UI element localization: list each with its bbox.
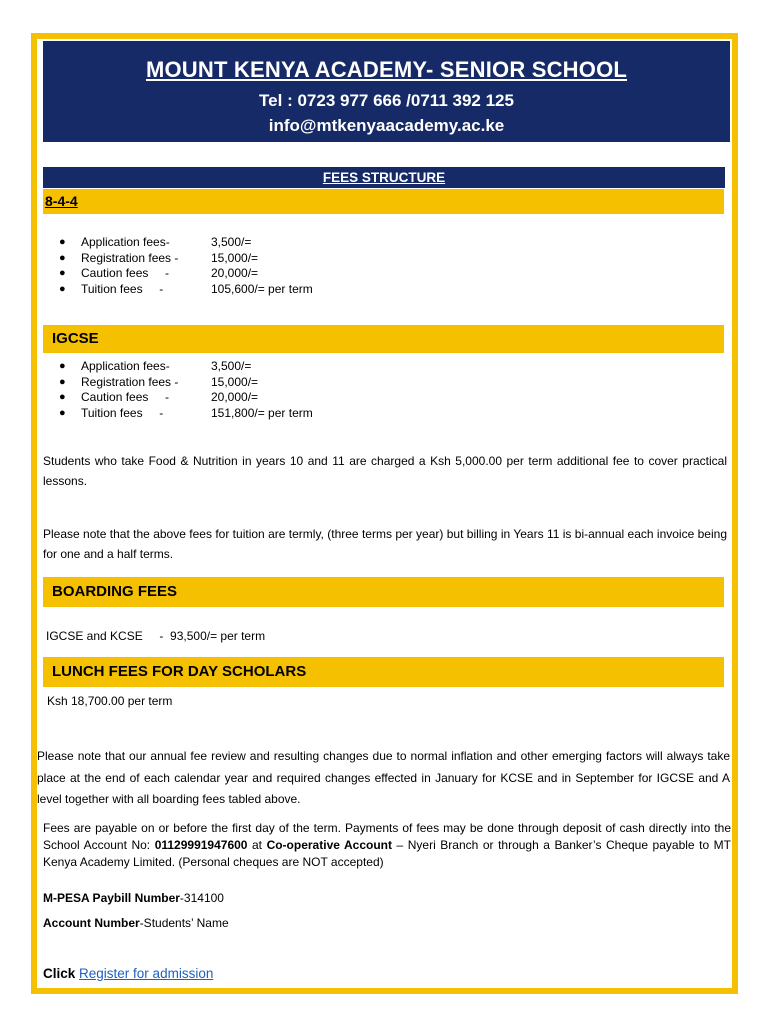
fee-label: Tuition fees - (81, 281, 164, 296)
section-heading-844: 8-4-4 (43, 189, 724, 214)
section-heading-igcse: IGCSE (43, 325, 724, 353)
fee-label: Tuition fees - (81, 405, 164, 420)
fee-review-note: Please note that our annual fee review and resulting changes due to normal inflation and other emerging factors will always take place at the end of each calendar year and required changes effected in January for KCSE and in September for IGCSE and A level together with all boarding fees tabled above. (37, 749, 730, 806)
phone-numbers: Tel : 0723 977 666 /0711 392 125 (259, 91, 514, 110)
bullet-icon: ● (59, 267, 66, 279)
fee-amount: 15,000/= (211, 250, 259, 265)
mpesa-value: -314100 (179, 891, 224, 905)
fee-label: Caution fees - (81, 266, 170, 280)
payment-text-1: Fees are payable on or before the first day of the term. Payments of fees may be done through deposit of cash directly into the School Account No: (43, 821, 731, 852)
fee-amount: 15,000/= (211, 374, 259, 389)
school-header (43, 41, 730, 142)
school-name: MOUNT KENYA ACADEMY- SENIOR SCHOOL (145, 57, 628, 82)
account-number (43, 914, 443, 934)
account-label: Account Number (43, 916, 140, 930)
bullet-icon: ● (59, 360, 66, 372)
payment-text-3: – Nyeri Branch or through a Banker’s Cheque payable to MT Kenya Academy Limited. (Personal cheques are NOT accepted) (43, 838, 731, 869)
fee-label: Application fees- (81, 359, 170, 373)
list-item (59, 390, 313, 406)
register-line (43, 964, 443, 984)
list-item (59, 282, 313, 298)
fee-amount: 3,500/= (211, 235, 252, 249)
list-item (59, 375, 313, 391)
fee-amount: 105,600/= per term (211, 281, 313, 296)
fee-amount: 151,800/= per term (211, 405, 313, 420)
fee-list-igcse (59, 359, 313, 421)
section-heading-lunch: LUNCH FEES FOR DAY SCHOLARS (43, 657, 724, 687)
boarding-fee-value: IGCSE and KCSE - 93,500/= per term (46, 629, 266, 643)
list-item (59, 359, 313, 375)
food-nutrition-note: Students who take Food & Nutrition in years 10 and 11 are charged a Ksh 5,000.00 per term additional fee to cover practical lessons. (43, 454, 727, 488)
fee-list-844 (59, 235, 313, 297)
payment-text-2: at (247, 838, 267, 852)
bullet-icon: ● (59, 236, 66, 248)
bullet-icon: ● (59, 282, 66, 295)
click-prefix: Click (43, 966, 80, 981)
bullet-icon: ● (59, 406, 66, 419)
bullet-icon: ● (59, 375, 66, 388)
school-email: info@mtkenyaacademy.ac.ke (268, 116, 505, 135)
list-item (59, 235, 313, 251)
boarding-fee-text (46, 627, 446, 647)
account-value: -Students’ Name (139, 916, 229, 930)
bullet-icon: ● (59, 251, 66, 264)
fee-amount: 20,000/= (211, 390, 259, 404)
fee-label: Registration fees - (81, 250, 179, 265)
list-item (59, 266, 313, 282)
account-number-value: 01129991947600 (154, 838, 248, 852)
list-item (59, 251, 313, 267)
tuition-billing-note: Please note that the above fees for tuition are termly, (three terms per year) but billing in Years 11 is bi-annual each invoice being for one and a half terms. (43, 527, 727, 561)
mpesa-label: M-PESA Paybill Number (43, 891, 180, 905)
fee-amount: 20,000/= (211, 266, 259, 280)
mpesa-paybill (43, 889, 443, 909)
list-item (59, 406, 313, 422)
bank-name: Co-operative Account (266, 838, 393, 852)
bullet-icon: ● (59, 391, 66, 403)
payment-instructions (43, 820, 731, 871)
register-link[interactable]: Register for admission (79, 966, 214, 981)
fee-label: Caution fees - (81, 390, 170, 404)
fee-amount: 3,500/= (211, 359, 252, 373)
lunch-fee-text: Ksh 18,700.00 per term (47, 694, 173, 708)
fees-structure-heading: FEES STRUCTURE (43, 167, 725, 188)
fee-label: Application fees- (81, 235, 170, 249)
section-heading-boarding: BOARDING FEES (43, 577, 724, 607)
fee-label: Registration fees - (81, 374, 179, 389)
